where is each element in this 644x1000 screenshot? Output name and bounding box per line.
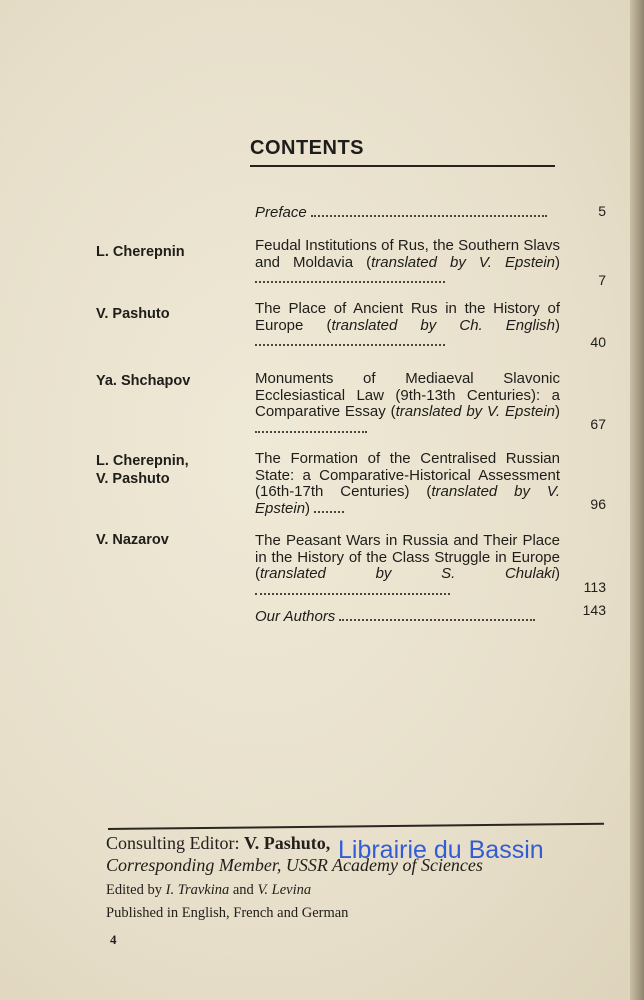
toc-entry-title [255, 533, 560, 599]
page-number: 67 [590, 416, 606, 432]
entry-translator: translated by S. Chulaki [260, 565, 555, 582]
book-spine-edge [630, 0, 644, 1000]
toc-author-line2: V. Pashuto [96, 471, 170, 487]
published-line: Published in English, French and German [106, 905, 349, 921]
toc-entry-our-authors [255, 609, 560, 626]
page-number: 7 [598, 272, 606, 288]
toc-author-line1: L. Cherepnin, [96, 453, 189, 469]
leader-dots [255, 421, 367, 433]
toc-entry-title [255, 451, 560, 517]
edited-label: Edited by [106, 882, 162, 898]
entry-translator: translated by V. Epstein [395, 403, 556, 420]
close-paren: ) [305, 499, 311, 517]
page-number: 40 [590, 334, 606, 350]
close-paren: ) [555, 403, 561, 420]
editor-name: I. Travkina [165, 882, 230, 898]
toc-author: Ya. Shchapov [96, 373, 191, 389]
close-paren: ) [555, 565, 560, 582]
entry-translator: translated by Ch. English [331, 316, 555, 334]
entry-title-text: The Formation of the Centralised Russian State: a Comparative-Historical Assessment (16th-17th Centuries) ( [255, 450, 560, 500]
toc-entry-title [255, 301, 560, 351]
watermark-text: Librairie du Bassin [338, 836, 544, 864]
leader-dots [314, 501, 344, 513]
close-paren: ) [555, 316, 560, 334]
leader-dots [255, 271, 445, 283]
toc-entry-title [255, 238, 560, 288]
toc-entry-title [255, 371, 560, 437]
leader-dots [255, 583, 450, 595]
consulting-label: Consulting Editor: [106, 833, 240, 853]
our-authors-label: Our Authors [255, 608, 336, 625]
leader-dots [339, 609, 535, 621]
close-paren: ) [555, 253, 560, 271]
editor-name: V. Levina [257, 882, 312, 898]
entry-title-text: The Peasant Wars in Russia and Their Place in the History of the Class Struggle in Europe ( [255, 532, 560, 582]
leader-dots [311, 205, 547, 217]
consulting-editor-line [106, 833, 330, 854]
page-number-our-authors: 143 [582, 602, 606, 618]
member-line: Corresponding Member, USSR Academy of Sciences [106, 855, 483, 875]
contents-heading: CONTENTS [250, 137, 364, 159]
entry-title-text: Monuments of Mediaeval Slavonic Ecclesiastical Law (9th-13th Centuries): a Comparative Essay ( [255, 370, 560, 420]
page-number: 96 [590, 496, 606, 512]
entry-translator: translated by V. Epstein [255, 483, 560, 517]
page-number-preface: 5 [598, 203, 606, 219]
and-word: and [232, 882, 254, 898]
entry-translator: translated by V. Epstein [371, 253, 555, 271]
heading-rule [250, 165, 555, 167]
toc-author: V. Pashuto [96, 306, 170, 322]
leader-dots [255, 334, 445, 346]
preface-label: Preface [255, 204, 307, 221]
toc-author: L. Cherepnin [96, 244, 185, 260]
toc-author: V. Nazarov [96, 532, 169, 548]
entry-title-text: The Place of Ancient Rus in the History of Europe ( [255, 300, 560, 334]
page-number: 113 [583, 579, 606, 595]
folio-number: 4 [110, 932, 117, 947]
edited-by-line [106, 882, 311, 899]
toc-entry-preface [255, 205, 560, 222]
consulting-name: V. Pashuto, [244, 833, 331, 853]
entry-title-text: Feudal Institutions of Rus, the Southern Slavs and Moldavia ( [255, 237, 560, 271]
